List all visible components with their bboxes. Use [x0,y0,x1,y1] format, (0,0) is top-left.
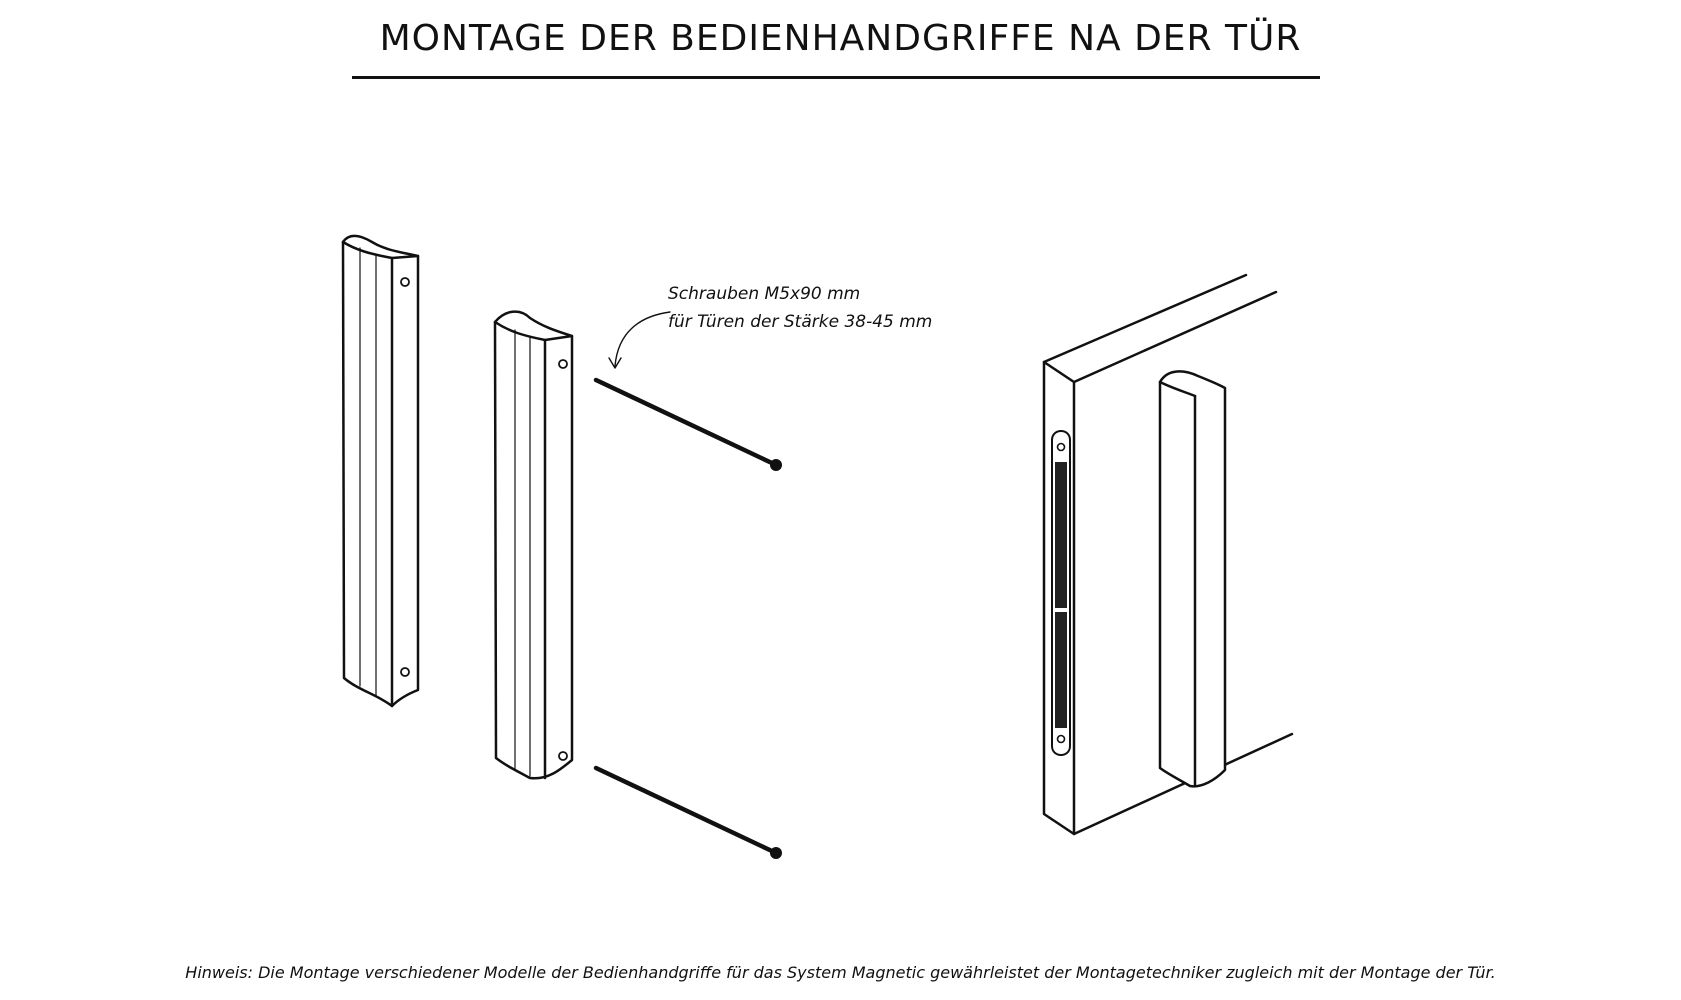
callout-line-thickness: für Türen der Stärke 38-45 mm [668,312,933,332]
screw-hole-icon [559,360,567,368]
screw-head-icon [770,847,782,859]
magnet-slot [1055,462,1067,608]
footnote: Hinweis: Die Montage verschiedener Modelle der Bedienhandgriffe für das System Magnetic gewährleistet der Montagetechniker zugleich mit der Montage der Tür. [185,963,1496,982]
handle-middle [495,312,572,779]
screws [596,380,782,859]
screw-hole-icon [401,668,409,676]
screw-bottom [596,768,774,852]
magnet-slot [1055,612,1067,728]
screw-hole-icon [1058,736,1065,743]
callout-arrow [615,312,670,366]
screw-hole-icon [1058,444,1065,451]
diagram-title: MONTAGE DER BEDIENHANDGRIFFE NA DER TÜR [379,18,1302,59]
screw-callout [668,280,932,336]
handle-left [343,236,418,706]
screw-hole-icon [401,278,409,286]
handle-mounted [1160,371,1225,786]
screw-head-icon [770,459,782,471]
screw-top [596,380,774,464]
callout-line-screws: Schrauben M5x90 mm [668,284,861,304]
screw-hole-icon [559,752,567,760]
